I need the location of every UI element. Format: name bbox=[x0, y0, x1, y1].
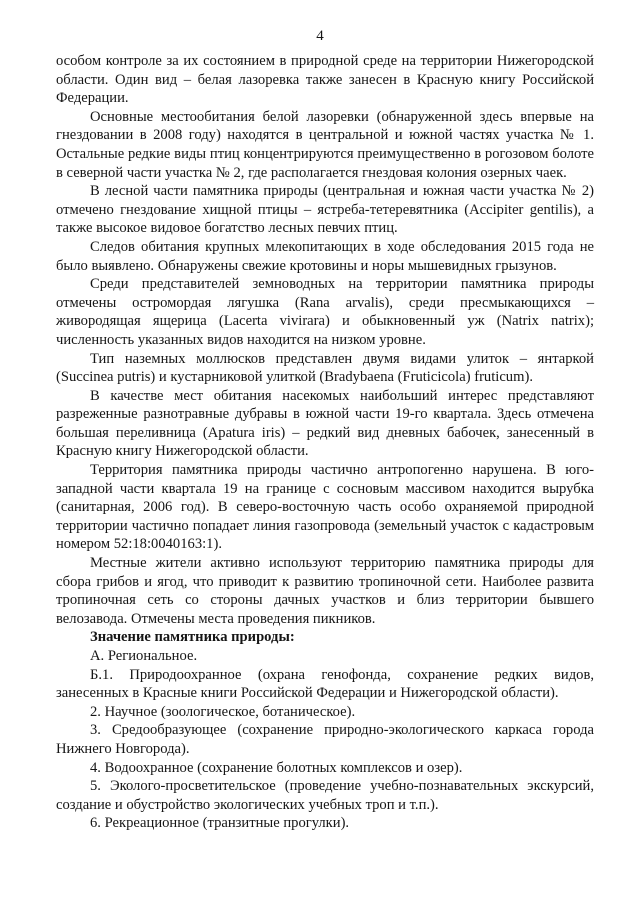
paragraph-7: В качестве мест обитания насекомых наибольший интерес представляют разреженные разнотравные дубравы в южной части 19-го квартала. Здесь отмечена большая переливница (Apatura iris) – редкий вид дневных бабочек, занесенный в Красную книгу Нижегородской области. bbox=[56, 387, 594, 460]
list-item-b1: Б.1. Природоохранное (охрана генофонда, сохранение редких видов, занесенных в Красные книги Российской Федерации и Нижегородской области). bbox=[56, 666, 594, 702]
list-item-3: 3. Средообразующее (сохранение природно-экологического каркаса города Нижнего Новгорода). bbox=[56, 722, 594, 757]
list-item-2: 2. Научное (зоологическое, ботаническое). bbox=[90, 703, 356, 720]
list-item-a: А. Региональное. bbox=[90, 648, 198, 664]
paragraph-3: В лесной части памятника природы (центральная и южная части участка № 2) отмечено гнездование хищной птицы – ястреба-тетеревятника (Accipiter gentilis), а также высокое видовое богатство лесных певчих птиц. bbox=[56, 183, 594, 237]
list-item-6: 6. Рекреационное (транзитные прогулки). bbox=[90, 815, 350, 832]
page-number: 4 bbox=[316, 28, 324, 44]
paragraph-4: Следов обитания крупных млекопитающих в ходе обследования 2015 года не было выявлено. Обнаружены свежие кротовины и норы мышевидных грызунов. bbox=[56, 238, 594, 274]
list-item-4: 4. Водоохранное (сохранение болотных комплексов и озер). bbox=[90, 759, 463, 776]
paragraph-9: Местные жители активно используют территорию памятника природы для сбора грибов и ягод, что приводит к развитию тропиночной сети. Наиболее развита тропиночная сеть со стороны дачных участков и близ территории бывшего велозавода. Отмечены места проведения пикников. bbox=[56, 555, 594, 627]
list-item-5: 5. Эколого-просветительское (проведение учебно-познавательных экскурсий, создание и обустройство экологических учебных троп и т.п.). bbox=[56, 778, 594, 813]
document-body bbox=[56, 52, 594, 833]
paragraph-1: особом контроле за их состоянием в природной среде на территории Нижегородской области. Один вид – белая лазоревка также занесен в Красную книгу Российской Федерации. bbox=[56, 53, 594, 107]
paragraph-5: Среди представителей земноводных на территории памятника природы отмечены остромордая лягушка (Rana arvalis), среди пресмыкающихся – живородящая ящерица (Lacerta vivirara) и обыкновенный уж (Natrix natrix); численность указанных видов находится на низком уровне. bbox=[56, 276, 594, 348]
paragraph-8: Территория памятника природы частично антропогенно нарушена. В юго-западной части квартала 19 на границе с сосновым массивом находится вырубка (санитарная, 2006 год). В северо-восточную часть особо охраняемой природной территории частично попадает линия газопровода (земельный участок с кадастровым номером 52:18:0040163:1). bbox=[56, 462, 594, 553]
section-heading: Значение памятника природы: bbox=[90, 629, 295, 646]
paragraph-2: Основные местообитания белой лазоревки (обнаруженной здесь впервые на гнездовании в 2008 году) находятся в центральной и южной частях участка № 1. Остальные редкие виды птиц концентрируются преимущественно в рогозовом болоте в северной части участка № 2, где располагается гнездовая колония озерных чаек. bbox=[56, 108, 594, 181]
paragraph-6: Тип наземных моллюсков представлен двумя видами улиток – янтаркой (Succinea putris) и кустарниковой улиткой (Bradybaena (Fruticicola) fruticum). bbox=[56, 350, 594, 386]
